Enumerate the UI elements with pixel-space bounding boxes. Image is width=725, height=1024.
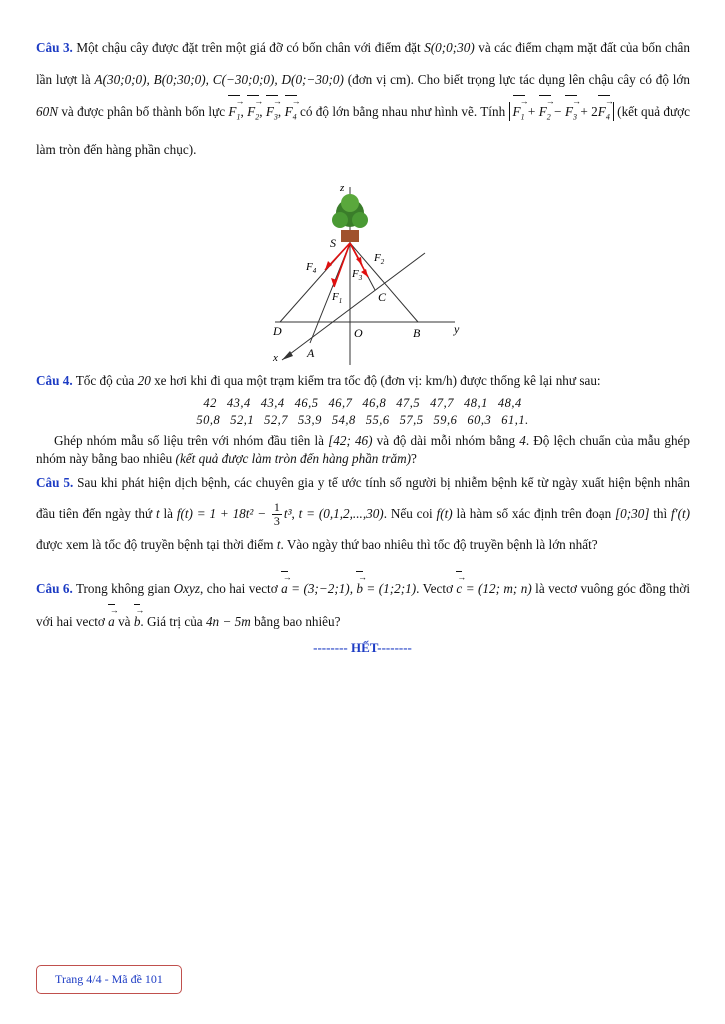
question-6-label: Câu 6. [36, 581, 73, 596]
question-3-label: Câu 3. [36, 40, 73, 55]
question-4-label: Câu 4. [36, 373, 73, 388]
label-F1: $F_1$ [332, 291, 343, 305]
label-y: y [454, 322, 460, 336]
force-sum-expression: $F_1$ → + $F_2$ → − $F_3$ → + $2F_4$ → [509, 102, 614, 121]
label-B: B [413, 326, 421, 340]
label-F3: $F_3$ [352, 268, 363, 282]
end-marker: -------- HẾT-------- [313, 640, 412, 655]
speed-data-row-1: 42 43,4 43,4 46,5 46,7 46,8 47,5 47,7 48,1 48,4 [203, 396, 522, 410]
page-footer: Trang 4/4 - Mã đề 101 [36, 965, 182, 994]
question-6: Câu 6. Trong không gian Oxyz, cho hai vectơ a → = (3;−2;1), b → = (1;2;1). Vectơ c → = (12; m; n) là vectơ vuông góc đồng thời với hai vectơ a → và b →. Giá trị của 4n − 5m bằng bao nhiêu? [36, 572, 690, 638]
label-C: C [378, 290, 387, 304]
label-A: A [307, 346, 315, 360]
label-x: x [273, 352, 278, 364]
question-3: Câu 3. Một chậu cây được đặt trên một giá đỡ có bốn chân với điểm đặt S(0;0;30) và các điểm chạm mặt đất của bốn chân lần lượt là A(30;0;0), B(0;30;0), C(−30;0;0), D(0;−30;0) (đơn vị cm). Cho biết trọng lực tác dụng lên chậu cây có độ lớn 60N và được phân bố thành bốn lực $F_1$ →, $F_2$ →, $F_3$ →, $F_4$ → có độ lớn bằng nhau như hình vẽ. Tính $F_1$ → + $F_2$ → − $F_3$ → + $2F_4$ → (kết quả được làm tròn đến hàng phần chục). [36, 32, 690, 166]
question-4-part-2: Ghép nhóm mẫu số liệu trên với nhóm đầu tiên là [42; 46) và độ dài mỗi nhóm bằng 4. Độ lệch chuẩn của mẫu ghép nhóm này bằng bao nhiêu (kết quả được làm tròn đến hàng phần trăm)? [36, 433, 690, 466]
label-F2: $F_2$ [374, 252, 385, 266]
plant-stand-figure [270, 175, 470, 375]
label-z: z [340, 182, 345, 194]
label-S: S [330, 236, 336, 250]
question-4: Câu 4. Tốc độ của 20 xe hơi khi đi qua một trạm kiểm tra tốc độ (đơn vị: km/h) được thống kê lại như sau: [36, 373, 601, 388]
question-5: Câu 5. Sau khi phát hiện dịch bệnh, các chuyên gia y tế ước tính số người bị nhiễm bệnh kể từ ngày xuất hiện bệnh nhân đầu tiên đến ngày thứ t là f(t) = 1 + 18t² − $\frac{1}{3}$ t³, t = (0,1,2,...,30). Nếu coi f(t) là hàm số xác định trên đoạn [0;30] thì f′(t) được xem là tốc độ truyền bệnh tại thời điểm t. Vào ngày thứ bao nhiêu thì tốc độ truyền bệnh là lớn nhất? [36, 475, 691, 552]
label-F4: $F_4$ [306, 261, 317, 275]
label-O: O [354, 326, 363, 340]
question-5-label: Câu 5. [36, 475, 74, 490]
speed-data-row-2: 50,8 52,1 52,7 53,9 54,8 55,6 57,5 59,6 60,3 61,1. [196, 413, 529, 427]
label-D: D [273, 324, 282, 338]
